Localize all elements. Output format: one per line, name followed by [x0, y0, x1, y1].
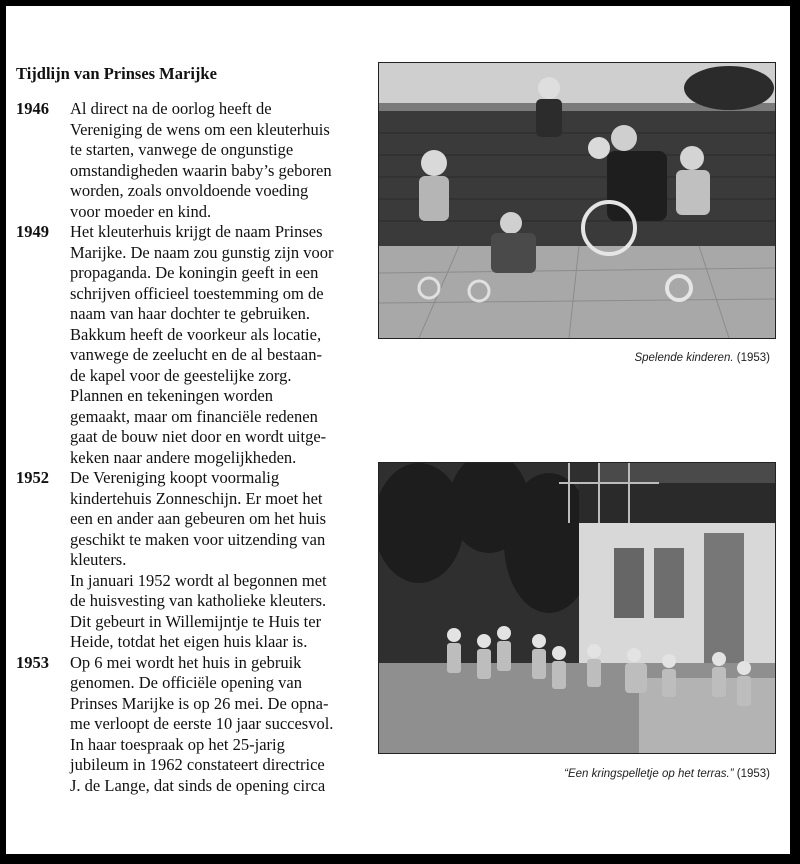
photo-ring-game-terrace [378, 462, 776, 754]
timeline-year: 1953 [16, 652, 49, 672]
timeline-line: Heide, totdat het eigen huis klaar is. [70, 632, 308, 651]
photo-playing-children [378, 62, 776, 339]
timeline-line: Marijke. De naam zou gunstig zijn voor [70, 242, 334, 262]
timeline-line: gaat de bouw niet door en wordt uitge- [70, 427, 327, 446]
timeline-line: schrijven officieel toestemming om de [70, 283, 324, 303]
timeline-line: de huisvesting van katholieke kleuters. [70, 591, 327, 610]
caption-2-text: “Een kringspelletje op het terras.” [564, 768, 734, 780]
timeline-entry-1952 [16, 468, 366, 653]
photo-ring-game-terrace-image [379, 463, 775, 753]
timeline-year: 1949 [16, 222, 49, 241]
photo-caption-1 [634, 352, 770, 364]
timeline-line: In haar toespraak op het 25-jarig [70, 734, 285, 754]
timeline-entry-1953 [16, 653, 366, 797]
timeline-line: Op 6 mei wordt het huis in gebruik [70, 652, 302, 672]
timeline-line: Het kleuterhuis krijgt de naam Prinses [70, 222, 323, 241]
photo-playing-children-image [379, 63, 775, 338]
timeline-text [70, 653, 366, 797]
timeline-line: De Vereniging koopt voormalig [70, 468, 280, 487]
timeline-line: propaganda. De koningin geeft in een [70, 263, 319, 282]
photo-caption-2 [564, 768, 770, 780]
timeline-line: worden, zoals onvoldoende voeding [70, 181, 309, 200]
timeline-entry-1949 [16, 222, 366, 468]
timeline-text [70, 468, 366, 653]
page-title: Tijdlijn van Prinses Marijke [16, 64, 217, 83]
timeline-line: gemaakt, maar om financiële redenen [70, 406, 318, 426]
timeline-line: keken naar andere mogelijkheden. [70, 447, 297, 467]
caption-1-text: Spelende kinderen. [634, 352, 734, 364]
timeline-line: Prinses Marijke is op 26 mei. De opna- [70, 693, 329, 713]
timeline-line: jubileum in 1962 constateert directrice [70, 755, 325, 774]
caption-2-year: (1953) [736, 768, 770, 780]
timeline-line: Bakkum heeft de voorkeur als locatie, [70, 324, 322, 344]
timeline-year: 1946 [16, 99, 49, 118]
timeline-line: Vereniging de wens om een kleuterhuis [70, 119, 330, 139]
document-page [4, 4, 792, 856]
timeline-line: kindertehuis Zonneschijn. Er moet het [70, 488, 323, 508]
timeline-line: In januari 1952 wordt al begonnen met [70, 570, 327, 590]
timeline-line: Al direct na de oorlog heeft de [70, 99, 272, 118]
caption-1-year: (1953) [736, 352, 770, 364]
timeline-line: Dit gebeurt in Willemijntje te Huis ter [70, 611, 322, 631]
timeline-line: J. de Lange, dat sinds de opening circa [70, 775, 326, 795]
timeline-line: te starten, vanwege de ongunstige [70, 140, 294, 159]
timeline-line: kleuters. [70, 550, 127, 569]
timeline-line: vanwege de zeelucht en de al bestaan- [70, 345, 322, 364]
timeline-year: 1952 [16, 468, 49, 487]
timeline-line: omstandigheden waarin baby’s geboren [70, 160, 332, 180]
timeline-line: naam van haar dochter te gebruiken. [70, 304, 311, 323]
timeline-line: Plannen en tekeningen worden [70, 386, 273, 405]
timeline [16, 99, 366, 796]
timeline-text [70, 99, 366, 222]
timeline-line: genomen. De officiële opening van [70, 673, 302, 692]
timeline-line: geschikt te maken voor uitzending van [70, 529, 326, 549]
timeline-entry-1946 [16, 99, 366, 222]
timeline-line: een en ander aan gebeuren om het huis [70, 509, 327, 528]
timeline-line: de kapel voor de geestelijke zorg. [70, 365, 292, 385]
timeline-line: me verloopt de eerste 10 jaar succesvol. [70, 714, 334, 733]
timeline-text [70, 222, 366, 468]
timeline-line: voor moeder en kind. [70, 201, 212, 221]
